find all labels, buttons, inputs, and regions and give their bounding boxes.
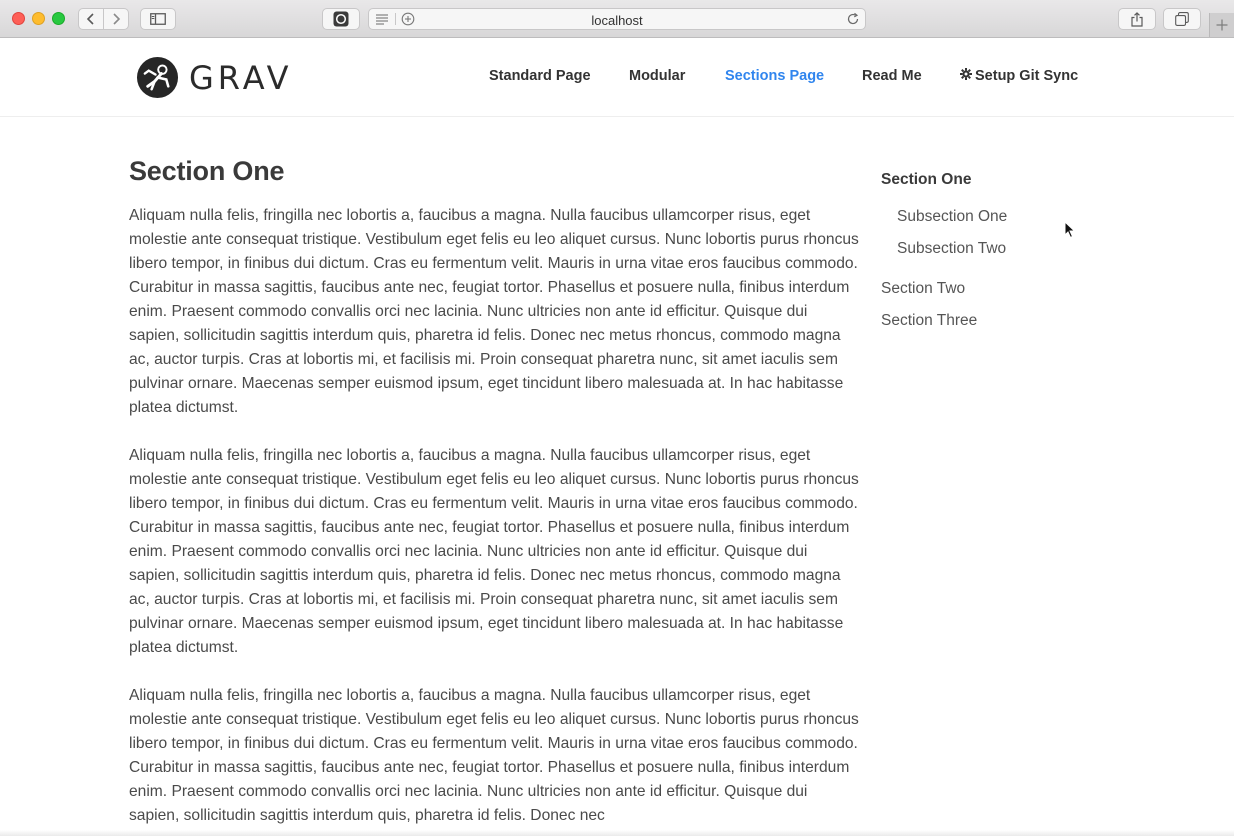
page-bottom-edge: [0, 830, 1234, 836]
extension-button[interactable]: [322, 8, 360, 30]
browser-toolbar: [0, 0, 1234, 38]
nav-read-me[interactable]: Read Me: [862, 68, 922, 84]
url-text[interactable]: localhost: [591, 13, 643, 28]
gear-icon: [960, 68, 972, 80]
toc-subsection-two[interactable]: Subsection Two: [897, 240, 1007, 257]
tabs-overview-icon: [1175, 12, 1189, 26]
show-tabs-button[interactable]: [1163, 8, 1201, 30]
sidebar-toggle-button[interactable]: [140, 8, 176, 30]
nav-setup-git-sync[interactable]: [960, 68, 1078, 84]
nav-standard-page[interactable]: Standard Page: [489, 68, 591, 84]
site-header: [0, 38, 1234, 117]
chevron-right-icon: [111, 13, 121, 25]
zoom-window-button[interactable]: [52, 12, 65, 25]
toc-section-two[interactable]: Section Two: [881, 280, 966, 297]
paragraph: Aliquam nulla felis, fringilla nec lobortis a, faucibus a magna. Nulla faucibus ullamcorper risus, eget molestie ante consequat tristique. Vestibulum eget felis eu leo aliquet cursus. Nunc lobortis purus rhoncus libero tempor, in finibus dui dictum. Cras eu fermentum velit. Mauris in urna vitae eros faucibus commodo. Curabitur in massa sagittis, faucibus ante nec, feugiat tortor. Phasellus et posuere nulla, finibus interdum enim. Praesent commodo convallis orci nec lacinia. Nunc ultricies non ante id efficitur. Quisque dui sapien, sollicitudin sagittis interdum quis, pharetra id felis. Donec nec: [129, 687, 859, 824]
logo-text: GRAV: [189, 58, 293, 97]
paragraph: Aliquam nulla felis, fringilla nec lobortis a, faucibus a magna. Nulla faucibus ullamcorper risus, eget molestie ante consequat tristique. Vestibulum eget felis eu leo aliquet cursus. Nunc lobortis purus rhoncus libero tempor, in finibus dui dictum. Cras eu fermentum velit. Mauris in urna vitae eros faucibus commodo. Curabitur in massa sagittis, faucibus ante nec, feugiat tortor. Phasellus et posuere nulla, finibus interdum enim. Praesent commodo convallis orci nec lacinia. Nunc ultricies non ante id efficitur. Quisque dui sapien, sollicitudin sagittis interdum quis, pharetra id felis. Donec nec metus rhoncus, commodo magna ac, auctor turpis. Cras at lobortis mi, et facilisis mi. Proin consequat pharetra nunc, sit amet iaculis sem pulvinar ornare. Maecenas semper euismod ipsum, eget tincidunt libero malesuada at. In hac habitasse platea dictumst.: [129, 207, 859, 416]
main-content: [129, 156, 859, 836]
nav-sections-page[interactable]: Sections Page: [725, 68, 825, 84]
new-tab-button[interactable]: [1209, 13, 1234, 37]
forward-button[interactable]: [103, 8, 129, 30]
extension-icon: [333, 11, 349, 27]
share-button[interactable]: [1118, 8, 1156, 30]
close-window-button[interactable]: [12, 12, 25, 25]
mouse-cursor-icon: [1064, 221, 1076, 239]
reload-icon[interactable]: [846, 12, 860, 26]
plus-icon: [1216, 19, 1228, 31]
share-icon: [1131, 12, 1143, 27]
chevron-left-icon: [86, 13, 96, 25]
address-bar[interactable]: [368, 8, 866, 30]
nav-modular[interactable]: Modular: [629, 68, 686, 84]
toc-section-three[interactable]: Section Three: [881, 312, 978, 329]
main-nav: [0, 68, 1234, 88]
back-button[interactable]: [78, 8, 104, 30]
section-heading: Section One: [129, 156, 285, 186]
toc-subsection-one[interactable]: Subsection One: [897, 208, 1008, 225]
toc-section-one[interactable]: Section One: [881, 171, 972, 188]
nav-setup-git-sync-label: Setup Git Sync: [975, 68, 1079, 84]
sidebar-icon: [150, 13, 166, 25]
paragraph: Aliquam nulla felis, fringilla nec lobortis a, faucibus a magna. Nulla faucibus ullamcorper risus, eget molestie ante consequat tristique. Vestibulum eget felis eu leo aliquet cursus. Nunc lobortis purus rhoncus libero tempor, in finibus dui dictum. Cras eu fermentum velit. Mauris in urna vitae eros faucibus commodo. Curabitur in massa sagittis, faucibus ante nec, feugiat tortor. Phasellus et posuere nulla, finibus interdum enim. Praesent commodo convallis orci nec lacinia. Nunc ultricies non ante id efficitur. Quisque dui sapien, sollicitudin sagittis interdum quis, pharetra id felis. Donec nec metus rhoncus, commodo magna ac, auctor turpis. Cras at lobortis mi, et facilisis mi. Proin consequat pharetra nunc, sit amet iaculis sem pulvinar ornare. Maecenas semper euismod ipsum, eget tincidunt libero malesuada at. In hac habitasse platea dictumst.: [129, 447, 859, 656]
minimize-window-button[interactable]: [32, 12, 45, 25]
